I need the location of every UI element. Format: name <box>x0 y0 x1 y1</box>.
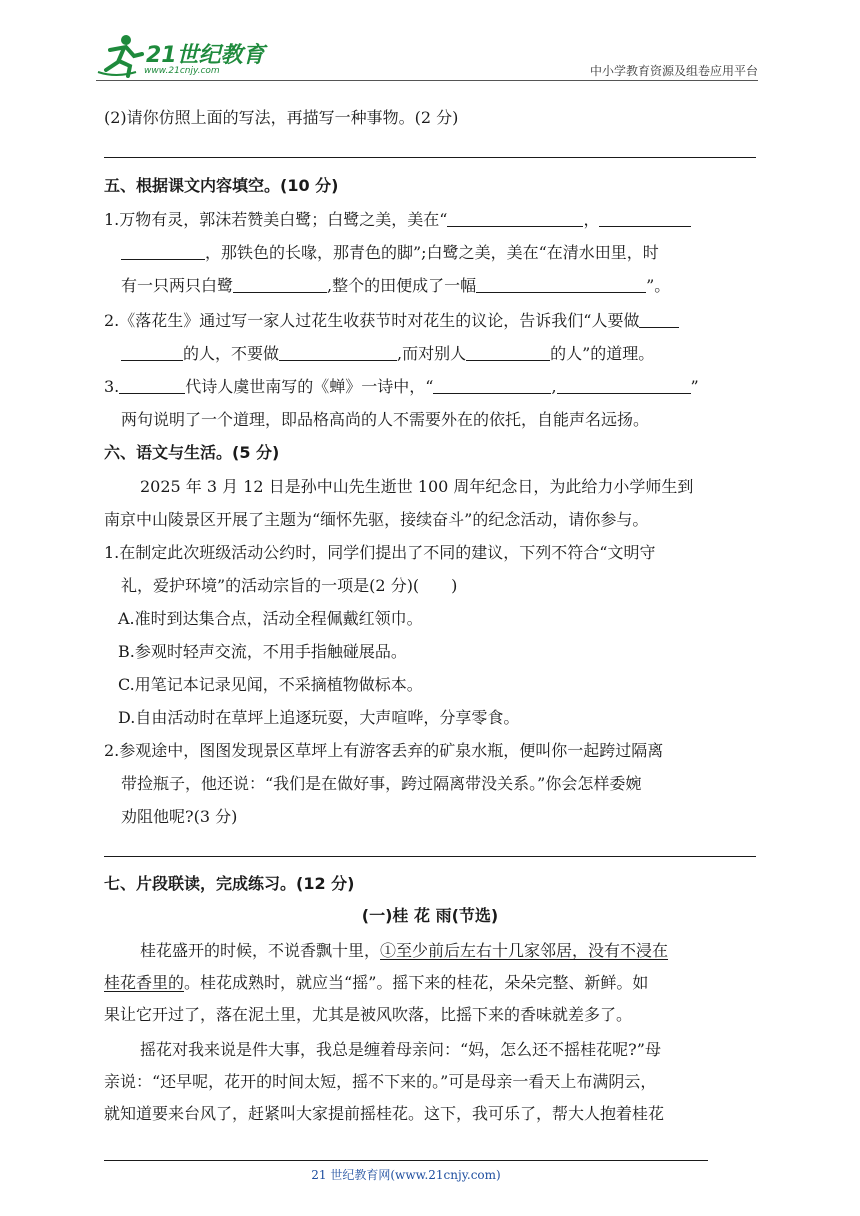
logo-url: www.21cnjy.com <box>144 66 220 76</box>
q5-2-line2 <box>121 344 654 364</box>
blank[interactable] <box>599 210 691 227</box>
q5-1-line1 <box>104 210 691 230</box>
q5-1-line2 <box>121 243 659 263</box>
q5-2-text: ,而对别人 <box>397 344 467 363</box>
section-5-title: 五、根据课文内容填空。(10 分) <box>104 176 339 195</box>
answer-line[interactable] <box>104 157 756 158</box>
blank[interactable] <box>476 276 646 293</box>
footer-text[interactable]: 21 世纪教育网(www.21cnjy.com) <box>311 1168 501 1182</box>
q5-2-text: 的人，不要做 <box>183 344 280 363</box>
blank[interactable] <box>447 210 583 227</box>
section-6-title: 六、语文与生活。(5 分) <box>104 443 280 462</box>
s6-paragraph-line1: 2025 年 3 月 12 日是孙中山先生逝世 100 周年纪念日，为此给力小学师生到 <box>140 477 694 496</box>
s6-paragraph-line2: 南京中山陵景区开展了主题为“缅怀先驱，接续奋斗”的纪念活动，请你参与。 <box>104 510 649 529</box>
passage-text: 。桂花成熟时，就应当“摇”。摇下来的桂花，朵朵完整、新鲜。如 <box>184 973 649 992</box>
passage-p1-line1 <box>140 941 668 961</box>
q5-1-line3 <box>121 276 670 296</box>
blank[interactable] <box>433 377 551 394</box>
blank[interactable] <box>639 311 679 328</box>
answer-line[interactable] <box>104 856 756 857</box>
q6-1-line2: 礼，爱护环境”的活动宗旨的一项是(2 分)( ) <box>121 576 458 595</box>
passage-p1-line2 <box>104 973 648 993</box>
separator: , <box>551 377 557 396</box>
q5-1-text: ，那铁色的长喙，那青色的脚”;白鹭之美，美在“在清水田里，时 <box>205 243 659 262</box>
q5-1-text: ”。 <box>646 276 671 295</box>
blank[interactable] <box>119 377 185 394</box>
blank[interactable] <box>121 344 183 361</box>
option-a[interactable]: A.准时到达集合点，活动全程佩戴红领巾。 <box>118 609 423 628</box>
section-7-title: 七、片段联读，完成练习。(12 分) <box>104 874 355 893</box>
platform-label: 中小学教育资源及组卷应用平台 <box>589 64 758 78</box>
option-d[interactable]: D.自由活动时在草坪上追逐玩耍，大声喧哗，分享零食。 <box>118 708 520 727</box>
passage-p2-line3: 就知道要来台风了，赶紧叫大家提前摇桂花。这下，我可乐了，帮大人抱着桂花 <box>104 1104 665 1123</box>
underlined-sentence-1: ①至少前后左右十几家邻居，没有不浸在 <box>380 941 669 960</box>
q5-3-line2: 两句说明了一个道理，即品格高尚的人不需要外在的依托，自能声名远扬。 <box>121 410 650 429</box>
q6-1-line1: 1.在制定此次班级活动公约时，同学们提出了不同的建议，下列不符合“文明守 <box>104 543 656 562</box>
q6-2-line2: 带捡瓶子，他还说：“我们是在做好事，跨过隔离带没关系。”你会怎样委婉 <box>121 774 642 793</box>
header-divider <box>96 80 758 81</box>
logo-text: 21世纪教育 <box>146 43 265 68</box>
page-header <box>96 30 758 80</box>
blank[interactable] <box>557 377 691 394</box>
blank[interactable] <box>233 276 327 293</box>
q5-2-line1 <box>104 311 679 331</box>
passage-title: (一)桂 花 雨(节选) <box>361 906 499 925</box>
q5-3-line1 <box>104 377 699 397</box>
q5-3-text: 代诗人虞世南写的《蝉》一诗中，“ <box>185 377 434 396</box>
passage-p2-line2: 亲说：“还早呢，花开的时间太短，摇不下来的。”可是母亲一看天上布满阴云， <box>104 1072 657 1091</box>
q5-3-text: 3. <box>104 377 120 396</box>
q5-2-text: 的人”的道理。 <box>550 344 655 363</box>
blank[interactable] <box>466 344 550 361</box>
passage-text: 桂花盛开的时候，不说香飘十里， <box>140 941 381 960</box>
q6-2-line3: 劝阻他呢?(3 分) <box>121 807 238 826</box>
q5-2-text: 2.《落花生》通过写一家人过花生收获节时对花生的议论，告诉我们“人要做 <box>104 311 640 330</box>
question-4-2: (2)请你仿照上面的写法，再描写一种事物。(2 分) <box>104 108 459 127</box>
q6-2-line1: 2.参观途中，图图发现景区草坪上有游客丢弃的矿泉水瓶，便叫你一起跨过隔离 <box>104 741 664 760</box>
q5-1-text: 有一只两只白鹭 <box>121 276 234 295</box>
blank[interactable] <box>279 344 397 361</box>
passage-p2-line1: 摇花对我来说是件大事，我总是缠着母亲问：“妈，怎么还不摇桂花呢?”母 <box>140 1040 661 1059</box>
underlined-sentence-1: 桂花香里的 <box>104 973 185 992</box>
option-c[interactable]: C.用笔记本记录见闻，不采摘植物做标本。 <box>118 675 423 694</box>
option-b[interactable]: B.参观时轻声交流，不用手指触碰展品。 <box>118 642 407 661</box>
passage-p1-line3: 果让它开过了，落在泥土里，尤其是被风吹落，比摇下来的香味就差多了。 <box>104 1005 633 1024</box>
site-logo[interactable] <box>96 32 266 78</box>
blank[interactable] <box>121 243 205 260</box>
q5-3-text: ” <box>690 377 699 396</box>
footer-divider <box>104 1160 708 1161</box>
runner-icon <box>96 32 146 78</box>
q5-1-text: 1.万物有灵，郭沫若赞美白鹭；白鹭之美，美在“ <box>104 210 448 229</box>
q5-1-text: ,整个的田便成了一幅 <box>327 276 477 295</box>
separator: ， <box>583 210 600 229</box>
